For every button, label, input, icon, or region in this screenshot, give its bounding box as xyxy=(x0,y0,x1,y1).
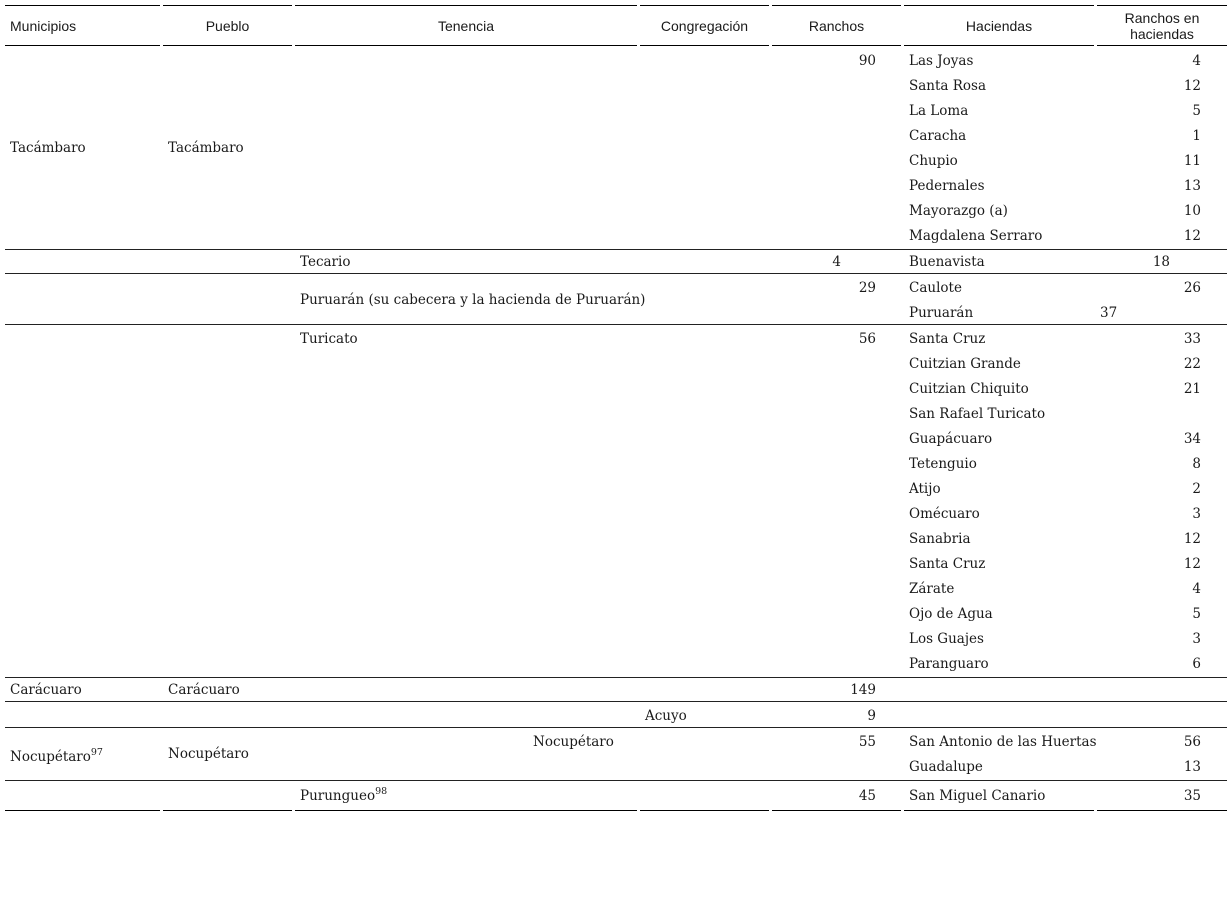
header-congregacion: Congregación xyxy=(660,18,749,34)
cell-count: 13 xyxy=(1183,178,1201,194)
rule xyxy=(1097,810,1227,811)
rule xyxy=(772,810,901,811)
cell-hacienda: Atijo xyxy=(909,481,941,497)
rule xyxy=(772,45,901,46)
cell-count: 34 xyxy=(1183,431,1201,447)
cell-ranchos: 9 xyxy=(867,708,876,724)
cell-pueblo: Nocupétaro xyxy=(168,746,249,762)
cell-pueblo: Carácuaro xyxy=(168,682,240,698)
cell-hacienda: Mayorazgo (a) xyxy=(909,203,1008,219)
cell-hacienda: San Miguel Canario xyxy=(909,788,1046,804)
rule xyxy=(295,45,637,46)
cell-tenencia: Tecario xyxy=(300,254,351,270)
rule xyxy=(295,810,637,811)
cell-hacienda: San Antonio de las Huertas xyxy=(909,734,1097,750)
header-ranchos: Ranchos xyxy=(808,18,865,34)
cell-ranchos: 149 xyxy=(850,682,876,698)
header-haciendas: Haciendas xyxy=(965,18,1033,34)
cell-pueblo: Tacámbaro xyxy=(168,140,244,156)
row-divider xyxy=(5,249,1227,250)
cell-count: 11 xyxy=(1183,153,1201,169)
cell-hacienda: Cuitzian Chiquito xyxy=(909,381,1029,397)
cell-count: 22 xyxy=(1183,356,1201,372)
cell-municipio: Tacámbaro xyxy=(10,140,86,156)
cell-hacienda: Guapácuaro xyxy=(909,431,993,447)
cell-ranchos: 56 xyxy=(858,331,876,347)
header-ranchos-en-haciendas-line1: Ranchos en xyxy=(1124,10,1200,26)
cell-hacienda: Santa Cruz xyxy=(909,556,986,572)
rule xyxy=(904,45,1094,46)
header-tenencia: Tenencia xyxy=(437,18,495,34)
cell-hacienda: Magdalena Serraro xyxy=(909,228,1043,244)
cell-count: 12 xyxy=(1183,228,1201,244)
rule xyxy=(5,810,160,811)
cell-municipio xyxy=(10,749,103,765)
cell-tenencia xyxy=(300,788,387,804)
rule xyxy=(163,810,292,811)
rule xyxy=(772,5,901,6)
row-divider xyxy=(5,701,1227,702)
rule xyxy=(640,810,769,811)
cell-hacienda: Zárate xyxy=(909,581,955,597)
cell-hacienda: Cuitzian Grande xyxy=(909,356,1021,372)
footnote-ref: 97 xyxy=(90,747,103,758)
rule xyxy=(1097,5,1227,6)
cell-count: 4 xyxy=(1192,53,1201,69)
cell-ranchos: 4 xyxy=(832,254,841,270)
cell-count: 56 xyxy=(1183,734,1201,750)
cell-hacienda: Santa Rosa xyxy=(909,78,987,94)
cell-count: 26 xyxy=(1183,280,1201,296)
cell-hacienda: Sanabria xyxy=(909,531,971,547)
cell-count: 10 xyxy=(1183,203,1201,219)
cell-hacienda: La Loma xyxy=(909,103,969,119)
cell-ranchos: 29 xyxy=(858,280,876,296)
cell-count: 35 xyxy=(1183,788,1201,804)
cell-hacienda: Caracha xyxy=(909,128,967,144)
rule xyxy=(295,5,637,6)
cell-count: 4 xyxy=(1192,581,1201,597)
cell-ranchos: 55 xyxy=(858,734,876,750)
cell-count: 2 xyxy=(1192,481,1201,497)
rule xyxy=(904,810,1094,811)
row-divider xyxy=(5,727,1227,728)
rule xyxy=(640,45,769,46)
cell-tenencia: Nocupétaro xyxy=(533,734,614,750)
row-divider xyxy=(5,780,1227,781)
cell-hacienda: Santa Cruz xyxy=(909,331,986,347)
cell-hacienda: Pedernales xyxy=(909,178,985,194)
rule xyxy=(904,5,1094,6)
cell-count: 3 xyxy=(1192,506,1201,522)
cell-hacienda: Ojo de Agua xyxy=(909,606,993,622)
cell-municipio: Carácuaro xyxy=(10,682,82,698)
cell-hacienda: Buenavista xyxy=(909,254,985,270)
cell-hacienda: Guadalupe xyxy=(909,759,983,775)
cell-count: 12 xyxy=(1183,78,1201,94)
cell-hacienda: Las Joyas xyxy=(909,53,974,69)
cell-tenencia: Turicato xyxy=(300,331,358,347)
cell-ranchos: 90 xyxy=(858,53,876,69)
row-divider xyxy=(5,677,1227,678)
cell-congregacion: Acuyo xyxy=(645,708,687,724)
row-divider xyxy=(5,324,1227,325)
cell-count: 6 xyxy=(1192,656,1201,672)
cell-count: 18 xyxy=(1152,254,1170,270)
header-ranchos-en-haciendas-line2: haciendas xyxy=(1130,26,1194,42)
cell-count: 8 xyxy=(1192,456,1201,472)
cell-count: 3 xyxy=(1192,631,1201,647)
cell-count: 37 xyxy=(1100,305,1118,321)
cell-count: 1 xyxy=(1192,128,1201,144)
cell-count: 13 xyxy=(1183,759,1201,775)
cell-hacienda: Puruarán xyxy=(909,305,974,321)
cell-hacienda: Omécuaro xyxy=(909,506,980,522)
cell-count: 5 xyxy=(1192,606,1201,622)
header-pueblo: Pueblo xyxy=(205,18,250,34)
cell-hacienda: Los Guajes xyxy=(909,631,984,647)
cell-count: 21 xyxy=(1183,381,1201,397)
row-divider xyxy=(5,273,1227,274)
footnote-ref: 98 xyxy=(375,786,388,797)
cell-hacienda: Caulote xyxy=(909,280,962,296)
header-municipios: Municipios xyxy=(10,18,77,34)
rule xyxy=(640,5,769,6)
cell-hacienda: San Rafael Turicato xyxy=(909,406,1046,422)
cell-count: 12 xyxy=(1183,531,1201,547)
rule xyxy=(163,5,292,6)
municipio-name: Nocupétaro xyxy=(10,749,91,765)
rule xyxy=(163,45,292,46)
rule xyxy=(1097,45,1227,46)
cell-count: 12 xyxy=(1183,556,1201,572)
cell-count: 5 xyxy=(1192,103,1201,119)
cell-count: 33 xyxy=(1183,331,1201,347)
rule xyxy=(5,45,160,46)
cell-hacienda: Tetenguio xyxy=(909,456,977,472)
cell-ranchos: 45 xyxy=(858,788,876,804)
cell-hacienda: Chupio xyxy=(909,153,958,169)
rule xyxy=(5,5,160,6)
cell-tenencia: Puruarán (su cabecera y la hacienda de Puruarán) xyxy=(300,292,646,308)
tenencia-name: Purungueo xyxy=(300,788,376,804)
cell-hacienda: Paranguaro xyxy=(909,656,989,672)
